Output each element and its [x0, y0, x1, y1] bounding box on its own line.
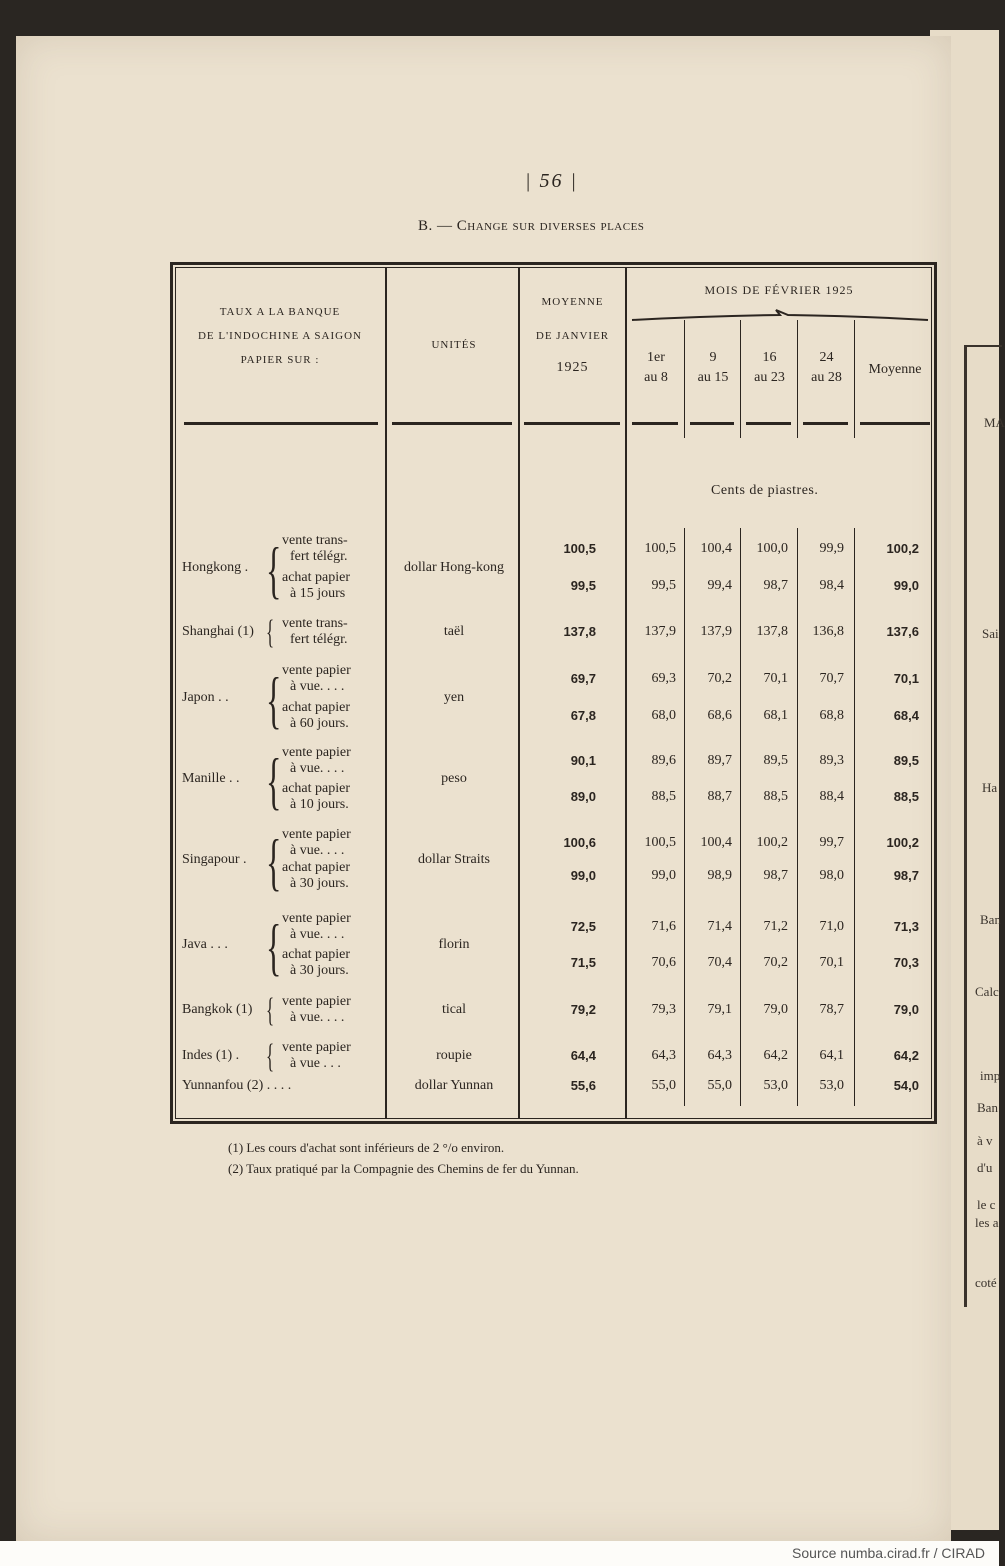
- row-unit: dollar Yunnan: [414, 1078, 494, 1093]
- header-rule-5: [690, 422, 734, 425]
- value-february-average: 64,2: [893, 1048, 919, 1063]
- header-rule-8: [860, 422, 930, 425]
- value-week-1: 89,6: [651, 753, 676, 768]
- row-label-line-1: vente trans-: [282, 616, 348, 631]
- value-january: 71,5: [570, 955, 596, 970]
- value-week-2: 98,9: [707, 868, 732, 883]
- value-january: 72,5: [570, 919, 596, 934]
- value-january: 55,6: [570, 1078, 596, 1093]
- col-divider-2: [518, 268, 520, 1118]
- header-week-5-line-1: Moyenne: [868, 362, 922, 377]
- row-label-line-1: vente papier: [282, 745, 351, 760]
- row-place: Hongkong .: [182, 559, 249, 575]
- value-january: 79,2: [570, 1002, 596, 1017]
- value-february-average: 71,3: [893, 919, 919, 934]
- value-week-4: 70,1: [819, 955, 844, 970]
- row-label-line-2: à vue. . . .: [290, 679, 345, 694]
- value-week-4: 70,7: [819, 671, 844, 686]
- header-week-2-line-2: au 15: [697, 370, 729, 385]
- value-february-average: 137,6: [886, 624, 919, 639]
- col-divider-week-2: [740, 320, 741, 438]
- body-divider-week-1: [684, 528, 685, 1106]
- value-week-4: 98,0: [819, 868, 844, 883]
- header-week-3: [742, 348, 797, 388]
- header-week-4-line-2: au 28: [811, 370, 842, 385]
- adjacent-fragment-7: Ban: [977, 1100, 998, 1115]
- value-january: 69,7: [570, 671, 596, 686]
- row-label-line-2: fert télégr.: [290, 549, 348, 564]
- value-week-1: 100,5: [644, 835, 676, 850]
- group-header-brace: [630, 308, 932, 324]
- value-week-3: 53,0: [763, 1078, 788, 1093]
- value-january: 137,8: [563, 624, 596, 639]
- adjacent-fragment-2: Sai: [982, 626, 999, 641]
- adjacent-fragment-1: MA: [984, 415, 1005, 430]
- header-week-2-line-1: 9: [709, 350, 717, 365]
- value-february-average: 70,1: [893, 671, 919, 686]
- adjacent-fragment-6: imp: [980, 1068, 1001, 1083]
- value-week-1: 71,6: [651, 919, 676, 934]
- value-week-2: 55,0: [707, 1078, 732, 1093]
- header-week-2: [686, 348, 740, 388]
- value-week-4: 64,1: [819, 1048, 844, 1063]
- value-week-2: 88,7: [707, 789, 732, 804]
- value-week-1: 99,5: [651, 578, 676, 593]
- row-place: Indes (1) .: [182, 1048, 240, 1063]
- header-rule-2: [392, 422, 512, 425]
- header-units: UNITÉS: [431, 339, 477, 351]
- value-week-3: 98,7: [763, 868, 788, 883]
- row-unit: dollar Straits: [418, 851, 490, 867]
- row-unit: roupie: [436, 1048, 472, 1063]
- row-label-line-2: à vue. . . .: [290, 1010, 345, 1025]
- value-january: 100,6: [563, 835, 596, 850]
- value-february-average: 54,0: [893, 1078, 919, 1093]
- value-week-4: 88,4: [819, 789, 844, 804]
- row-place: Singapour .: [182, 851, 247, 867]
- value-week-2: 137,9: [700, 624, 732, 639]
- value-week-4: 53,0: [819, 1078, 844, 1093]
- table-title: B. — Change sur diverses places: [418, 218, 645, 234]
- value-february-average: 89,5: [893, 753, 919, 768]
- value-week-4: 98,4: [819, 578, 844, 593]
- value-week-1: 69,3: [651, 671, 676, 686]
- row-brace: {: [266, 533, 282, 605]
- table-frame-inner: [175, 267, 932, 1119]
- row-place: Bangkok (1): [182, 1002, 253, 1017]
- value-week-2: 79,1: [707, 1002, 732, 1017]
- footnote-1: (1) Les cours d'achat sont inférieurs de 2 °/o environ.: [228, 1140, 505, 1155]
- row-brace: {: [266, 745, 282, 816]
- row-label-line-1: vente papier: [282, 663, 351, 678]
- header-col1-line3: PAPIER SUR :: [240, 354, 320, 366]
- row-brace: {: [266, 614, 275, 651]
- row-place: Manille . .: [182, 771, 240, 786]
- value-week-2: 68,6: [707, 708, 732, 723]
- adjacent-fragment-3: Ha: [982, 780, 998, 795]
- row-brace: {: [266, 911, 282, 982]
- value-february-average: 100,2: [886, 835, 919, 850]
- row-label-line-2: à 30 jours.: [290, 963, 349, 978]
- row-label-line-1: achat papier: [282, 781, 351, 796]
- value-january: 100,5: [563, 541, 596, 556]
- row-unit: taël: [443, 624, 465, 639]
- value-week-4: 89,3: [819, 753, 844, 768]
- body-divider-week-3: [797, 528, 798, 1106]
- row-label-line-2: à 60 jours.: [290, 716, 349, 731]
- adjacent-fragment-9: d'u: [977, 1160, 993, 1175]
- adjacent-fragment-11: les a: [975, 1215, 999, 1230]
- row-unit: peso: [441, 771, 467, 786]
- value-week-2: 70,2: [707, 671, 732, 686]
- page-number: | 56 |: [525, 170, 578, 192]
- body-divider-week-4: [854, 528, 855, 1106]
- row-label-line-1: vente papier: [282, 994, 351, 1009]
- value-week-3: 68,1: [763, 708, 788, 723]
- value-week-3: 100,2: [756, 835, 788, 850]
- value-week-1: 100,5: [644, 541, 676, 556]
- value-week-1: 79,3: [651, 1002, 676, 1017]
- value-january: 99,5: [570, 578, 596, 593]
- header-week-3-line-2: au 23: [754, 370, 785, 385]
- value-week-2: 100,4: [700, 541, 732, 556]
- value-week-3: 64,2: [763, 1048, 788, 1063]
- row-label-line-2: à vue . . .: [290, 1056, 341, 1071]
- col-divider-week-1: [684, 320, 685, 438]
- value-week-3: 70,2: [763, 955, 788, 970]
- value-week-3: 88,5: [763, 789, 788, 804]
- row-label-line-1: achat papier: [282, 947, 351, 962]
- row-label-line-2: à 30 jours.: [290, 876, 349, 891]
- value-week-4: 78,7: [819, 1002, 844, 1017]
- adjacent-fragment-10: le c: [977, 1197, 996, 1212]
- value-week-4: 136,8: [812, 624, 844, 639]
- header-week-1: [628, 348, 684, 388]
- row-brace: {: [266, 663, 282, 735]
- source-credit: Source numba.cirad.fr / CIRAD: [792, 1545, 985, 1561]
- value-week-3: 70,1: [763, 671, 788, 686]
- header-col1: [180, 300, 380, 372]
- value-week-2: 89,7: [707, 753, 732, 768]
- row-place: Java . . .: [182, 937, 228, 952]
- row-label-line-1: achat papier: [282, 700, 351, 715]
- header-rule-1: [184, 422, 378, 425]
- header-col3-line1: MOYENNE: [541, 296, 604, 308]
- value-week-3: 71,2: [763, 919, 788, 934]
- value-week-2: 70,4: [707, 955, 732, 970]
- header-rule-7: [803, 422, 848, 425]
- header-col3: [520, 290, 625, 380]
- row-label-line-1: vente trans-: [282, 533, 348, 548]
- header-rule-4: [632, 422, 678, 425]
- row-label-line-2: à vue. . . .: [290, 927, 345, 942]
- header-col1-line2: DE L'INDOCHINE A SAIGON: [197, 330, 362, 342]
- value-week-1: 88,5: [651, 789, 676, 804]
- body-divider-week-2: [740, 528, 741, 1106]
- row-unit: tical: [441, 1002, 467, 1017]
- value-january: 90,1: [570, 753, 596, 768]
- row-label-line-2: fert télégr.: [290, 632, 348, 647]
- row-unit: yen: [443, 689, 465, 705]
- group-header-brace-path: [632, 310, 928, 320]
- adjacent-fragment-12: coté: [975, 1275, 997, 1290]
- adjacent-fragment-8: à v: [977, 1133, 993, 1148]
- value-week-1: 137,9: [644, 624, 676, 639]
- value-february-average: 88,5: [893, 789, 919, 804]
- col-divider-1: [385, 268, 387, 1118]
- row-brace: {: [266, 992, 275, 1029]
- value-week-4: 99,9: [819, 541, 844, 556]
- value-january: 67,8: [570, 708, 596, 723]
- header-rule-3: [524, 422, 620, 425]
- row-place: Shanghai (1): [182, 624, 254, 639]
- row-unit: dollar Hong-kong: [404, 559, 504, 575]
- value-january: 89,0: [570, 789, 596, 804]
- value-week-3: 79,0: [763, 1002, 788, 1017]
- value-week-1: 70,6: [651, 955, 676, 970]
- value-february-average: 79,0: [893, 1002, 919, 1017]
- value-week-2: 99,4: [707, 578, 732, 593]
- value-week-1: 64,3: [651, 1048, 676, 1063]
- row-label-line-2: à vue. . . .: [290, 843, 345, 858]
- row-label-line-1: vente papier: [282, 827, 351, 842]
- row-label-line-2: à 10 jours.: [290, 797, 349, 812]
- value-week-2: 71,4: [707, 919, 732, 934]
- col-divider-3: [625, 268, 627, 1118]
- header-week-1-line-1: 1er: [647, 350, 665, 365]
- row-label-line-1: achat papier: [282, 570, 351, 585]
- header-group: MOIS DE FÉVRIER 1925: [704, 283, 854, 297]
- adjacent-fragment-5: Calc: [975, 984, 999, 999]
- header-week-4-line-1: 24: [819, 350, 834, 365]
- value-week-2: 64,3: [707, 1048, 732, 1063]
- value-week-1: 99,0: [651, 868, 676, 883]
- value-week-1: 68,0: [651, 708, 676, 723]
- value-week-3: 98,7: [763, 578, 788, 593]
- header-col1-line1: TAUX A LA BANQUE: [219, 306, 341, 318]
- value-week-4: 71,0: [819, 919, 844, 934]
- value-january: 99,0: [570, 868, 596, 883]
- value-week-3: 137,8: [756, 624, 788, 639]
- header-col3-line2: DE JANVIER: [535, 330, 610, 342]
- row-label-line-2: à vue. . . .: [290, 761, 345, 776]
- header-week-4: [799, 348, 854, 388]
- value-week-4: 99,7: [819, 835, 844, 850]
- value-january: 64,4: [570, 1048, 596, 1063]
- header-week-1-line-2: au 8: [644, 370, 668, 385]
- row-place: Yunnanfou (2) . . . .: [182, 1078, 292, 1093]
- value-february-average: 98,7: [893, 868, 919, 883]
- value-week-3: 89,5: [763, 753, 788, 768]
- header-col3-line3: 1925: [556, 360, 589, 375]
- row-label-line-1: vente papier: [282, 1040, 351, 1055]
- section-label: Cents de piastres.: [711, 483, 819, 498]
- col-divider-week-3: [797, 320, 798, 438]
- value-february-average: 100,2: [886, 541, 919, 556]
- footnote-2: (2) Taux pratiqué par la Compagnie des Chemins de fer du Yunnan.: [228, 1161, 579, 1176]
- col-divider-week-4: [854, 320, 855, 438]
- row-brace: {: [266, 825, 282, 897]
- row-unit: florin: [438, 937, 470, 952]
- header-week-3-line-1: 16: [762, 350, 777, 365]
- header-rule-6: [746, 422, 791, 425]
- header-week-5: [856, 360, 934, 380]
- row-place: Japon . .: [182, 689, 229, 705]
- row-label-line-1: achat papier: [282, 860, 351, 875]
- row-label-line-1: vente papier: [282, 911, 351, 926]
- value-week-1: 55,0: [651, 1078, 676, 1093]
- value-february-average: 99,0: [893, 578, 919, 593]
- value-february-average: 70,3: [893, 955, 919, 970]
- value-february-average: 68,4: [893, 708, 919, 723]
- row-brace: {: [266, 1038, 275, 1075]
- value-week-4: 68,8: [819, 708, 844, 723]
- row-label-line-2: à 15 jours: [290, 586, 346, 601]
- adjacent-fragment-4: Ban: [980, 912, 1001, 927]
- value-week-3: 100,0: [756, 541, 788, 556]
- value-week-2: 100,4: [700, 835, 732, 850]
